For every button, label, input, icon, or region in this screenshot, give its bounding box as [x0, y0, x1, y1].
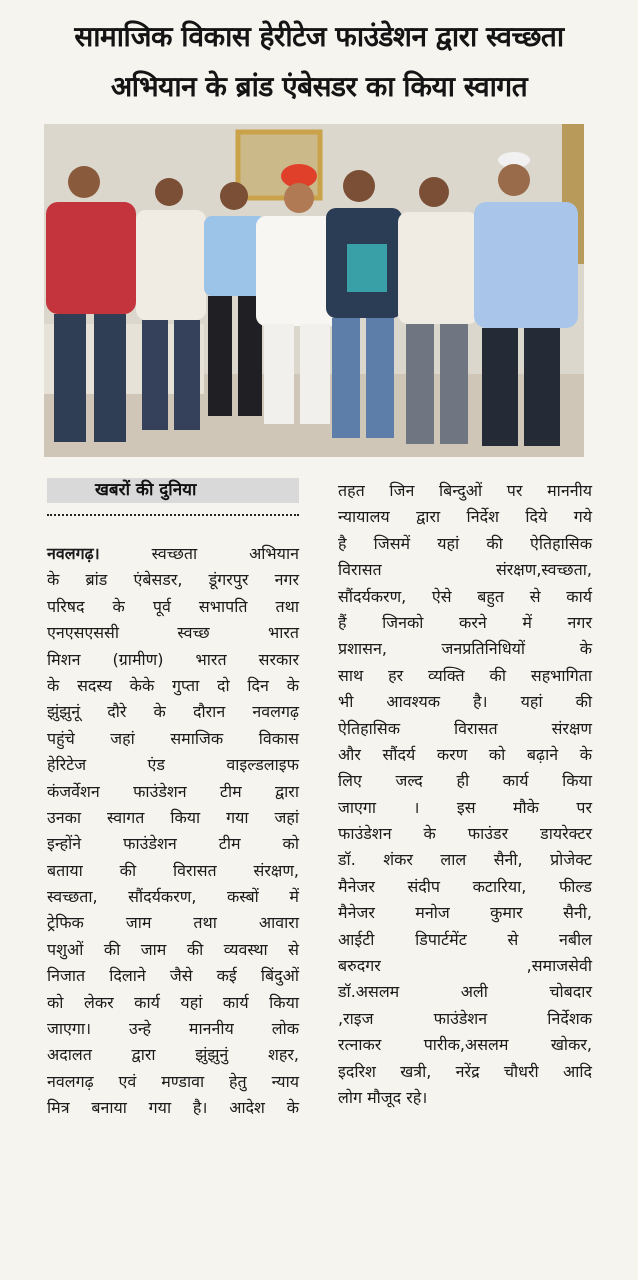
article-line: डॉ. शंकर लाल सैनी, प्रोजेक्ट — [338, 850, 592, 870]
article-line: नवलगढ़। स्वच्छता अभियान — [47, 544, 299, 563]
article-line: के ब्रांड एंबेसडर, डूंगरपुर नगर — [47, 570, 299, 590]
dotted-divider — [47, 514, 299, 516]
article-line: को लेकर कार्य यहां कार्य किया — [47, 992, 299, 1012]
article-line: मित्र बनाया गया है। आदेश के — [47, 1098, 299, 1118]
article-line: ट्रेफिक जाम तथा आवारा — [47, 913, 299, 933]
article-line: सौंदर्यकरण, ऐसे बहुत से कार्य — [338, 586, 592, 606]
article-line: हेरिटेज एंड वाइल्डलाइफ — [47, 755, 299, 775]
group-photo-illustration — [44, 124, 584, 457]
article-line: बताया की विरासत संरक्षण, — [47, 860, 299, 880]
article-line: फाउंडेशन के फाउंडर डायरेक्टर — [338, 824, 592, 844]
article-line: उनका स्वागत किया गया जहां — [47, 807, 299, 827]
headline-line-2: अभियान के ब्रांड एंबेसडर का किया स्वागत — [110, 70, 528, 103]
article-line: साथ हर व्यक्ति की सहभागिता — [338, 665, 592, 685]
article-line: ऐतिहासिक विरासत संरक्षण — [338, 718, 592, 738]
article-line: न्यायालय द्वारा निर्देश दिये गये — [338, 507, 592, 527]
section-label: खबरों की दुनिया — [47, 478, 299, 503]
article-line: प्रशासन, जनप्रतिनिधियों के — [338, 639, 592, 659]
article-line: अदालत द्वारा झुंझुनुं शहर, — [47, 1045, 299, 1065]
article-line: लिए जल्द ही कार्य किया — [338, 771, 592, 791]
article-line: पशुओं की जाम की व्यवस्था से — [47, 939, 299, 959]
article-line: नवलगढ़ एवं मण्डावा हेतु न्याय — [47, 1071, 299, 1091]
article-line: भी आवश्यक है। यहां की — [338, 692, 592, 712]
article-line: निजात दिलाने जैसे कई बिंदुओं — [47, 966, 299, 986]
article-line: डॉ.असलम अली चोबदार — [338, 982, 592, 1002]
article-line: बरुदगर ,समाजसेवी — [338, 956, 592, 976]
article-line: तहत जिन बिन्दुओं पर माननीय — [338, 481, 592, 500]
headline-line-1: सामाजिक विकास हेरीटेज फाउंडेशन द्वारा स्वच्छता — [74, 20, 564, 53]
article-line: कंजर्वेशन फाउंडेशन टीम द्वारा — [47, 781, 299, 801]
article-line: आईटी डिपार्टमेंट से नबील — [338, 929, 592, 949]
article-line: झुंझुनूं दौरे के दौरान नवलगढ़ — [47, 702, 299, 722]
article-line: एनएसएससी स्वच्छ भारत — [47, 623, 299, 643]
article-line: पहुंचे जहां समाजिक विकास — [47, 728, 299, 748]
article-line: रत्नाकर पारीक,असलम खोकर, — [338, 1035, 592, 1055]
article-line: हैं जिनको करने में नगर — [338, 612, 592, 632]
article-line: परिषद के पूर्व सभापति तथा — [47, 596, 299, 616]
article-line: जाएगा। उन्हे माननीय लोक — [47, 1019, 299, 1039]
article-line: ,राइज फाउंडेशन निर्देशक — [338, 1008, 592, 1028]
article-line: है जिसमें यहां की ऐतिहासिक — [338, 533, 592, 553]
group-photo — [44, 124, 584, 457]
article-left-column — [47, 541, 299, 1122]
article-line: इन्होंने फाउंडेशन टीम को — [47, 834, 299, 854]
dateline: नवलगढ़। — [47, 544, 100, 563]
article-right-column — [338, 478, 592, 1111]
article-line: विरासत संरक्षण,स्वच्छता, — [338, 560, 592, 580]
article-line: जाएगा । इस मौके पर — [338, 797, 592, 817]
article-line: मैनेजर संदीप कटारिया, फील्ड — [338, 876, 592, 896]
article-line: स्वच्छता, सौंदर्यकरण, कस्बों में — [47, 887, 299, 907]
article-line: लोग मौजूद रहे। — [338, 1087, 428, 1107]
article-line: मिशन (ग्रामीण) भारत सरकार — [47, 649, 299, 669]
article-line: के सदस्य केके गुप्ता दो दिन के — [47, 675, 299, 695]
article-line: और सौंदर्य करण को बढ़ाने के — [338, 744, 592, 764]
headline — [14, 12, 624, 112]
article-line: मैनेजर मनोज कुमार सैनी, — [338, 903, 592, 923]
article-line: इदरिश खत्री, नरेंद्र चौधरी आदि — [338, 1061, 592, 1081]
